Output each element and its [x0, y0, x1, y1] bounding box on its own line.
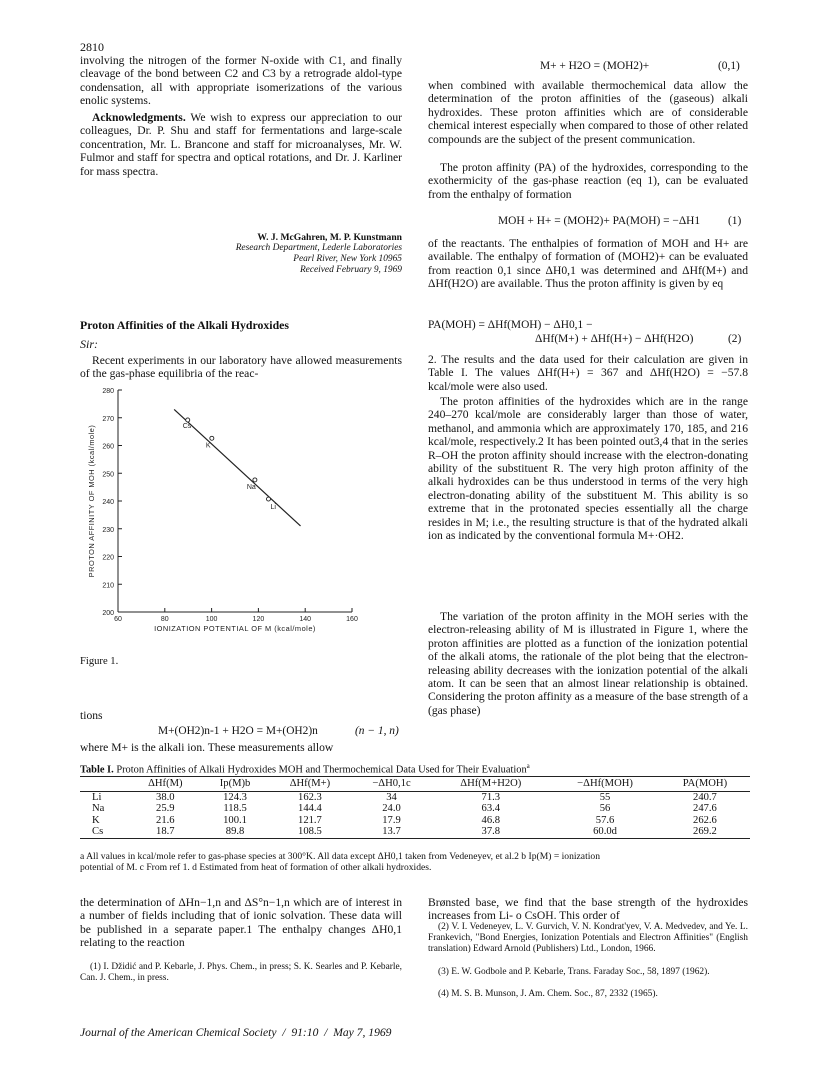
data-point: [186, 418, 190, 422]
y-tick-label: 270: [102, 415, 114, 423]
page-number: 2810: [80, 40, 104, 54]
x-axis-label: IONIZATION POTENTIAL OF M (kcal/mole): [154, 624, 316, 633]
equation-n-1-n: M+(OH2)n-1 + H2O = M+(OH2)n: [158, 725, 318, 737]
table-caption-label: Table I.: [80, 764, 114, 776]
equation-1: MOH + H+ = (MOH2)+ PA(MOH) = −ΔH1: [498, 215, 701, 227]
table-cell: 34: [386, 791, 397, 803]
table-cell: 55: [599, 791, 611, 803]
acknowledgments: [80, 111, 402, 178]
table-caption: [80, 762, 530, 775]
right-paragraph-6: The variation of the proton affinity in the MOH series with the electron-releasing ability of M is illustrated in Figure 1, where the proton affinities are plotted as a function of the ionization potential of the alkali atoms, the rationale of the plot being that the electron-releasing ability decreases with the ionization potential of the alkali atom. It can be seen that an almost linear relationship is obtained. Considering the proton affinity as a measure of the base strength of a (gas phase): [428, 610, 748, 717]
table-cell: 63.4: [481, 803, 501, 815]
footnote-2: (2) V. I. Vedeneyev, L. V. Gurvich, V. N. Kondrat'yev, V. A. Medvedev, and Ye. L. Frankevich, "Bond Energies, Ionization Potentials and Electron Affinities" (English translation) Edward Arnold (Publishers) Ltd., London, 1966.: [428, 922, 748, 954]
right-paragraph-1: when combined with available thermochemical data allow the determination of the proton affinities of the (gaseous) alkali hydroxides. These proton affinities which are of considerable chemical interest especially when compared to those of other related compounds are the subject of the present communication.: [428, 79, 748, 146]
article-title: Proton Affinities of the Alkali Hydroxides: [80, 318, 289, 332]
equation-2-line-2: ΔHf(M+) + ΔHf(H+) − ΔHf(H2O): [535, 333, 694, 345]
table-header-cell: Ip(M)b: [202, 777, 268, 792]
right-paragraph-4: 2. The results and the data used for their calculation are given in Table I. The values ΔHf(H+) = 367 and ΔHf(H2O) = −57.8 kcal/mole were also used.: [428, 353, 748, 393]
table-header-cell: −ΔH0,1c: [352, 777, 432, 792]
y-tick-label: 200: [102, 610, 114, 617]
table-cell: K: [92, 814, 100, 826]
table-cell: 262.6: [693, 814, 717, 826]
table-row: [80, 815, 750, 827]
table-cell: 144.4: [298, 803, 322, 815]
point-label: Cs: [182, 422, 192, 430]
received-date: Received February 9, 1969: [299, 265, 402, 275]
left-paragraph-1: involving the nitrogen of the former N-oxide with C1, and finally cleavage of the bond between C2 and C3 by a retrograde aldol-type condensation, all with appropriate isomerizations of the various enolic systems.: [80, 54, 402, 108]
table-cell: 247.6: [693, 803, 717, 815]
y-tick-label: 280: [102, 388, 114, 395]
table-1: [80, 776, 750, 839]
data-point: [253, 478, 257, 482]
table-header-cell: ΔHf(M+): [268, 777, 351, 792]
x-tick-label: 80: [160, 616, 169, 623]
y-tick-label: 230: [102, 526, 114, 534]
table-cell: 25.9: [156, 803, 175, 815]
y-tick-label: 210: [102, 582, 114, 590]
equation-0-1-number: (0,1): [718, 60, 740, 72]
table-cell: 46.8: [481, 814, 501, 826]
affiliation-2: Pearl River, New York 10965: [293, 254, 402, 264]
journal-footer: Journal of the American Chemical Society / 91:10 / May 7, 1969: [80, 1026, 392, 1039]
table-cell: 71.3: [481, 791, 501, 803]
table-cell: 57.6: [595, 814, 615, 826]
table-row: [80, 803, 750, 815]
table-cell: 240.7: [693, 791, 717, 803]
table-cell: 121.7: [298, 814, 322, 826]
fit-line: [174, 409, 300, 526]
table-cell: 37.8: [431, 826, 550, 838]
table-cell: 24.0: [382, 803, 401, 815]
x-tick-label: 120: [252, 616, 265, 623]
table-cell: 60.0d: [550, 826, 660, 838]
equation-2-number: (2): [728, 333, 742, 345]
table-cell: 100.1: [223, 814, 247, 826]
table-cell: 108.5: [268, 826, 351, 838]
equation-1-number: (1): [728, 215, 742, 227]
table-cell: Na: [92, 803, 105, 815]
data-point: [210, 436, 214, 440]
equation-0-1: M+ + H2O = (MOH2)+: [540, 60, 650, 72]
x-tick-label: 60: [114, 616, 122, 623]
left-paragraph-3: where M+ is the alkali ion. These measurements allow: [80, 741, 334, 754]
salutation: Sir:: [80, 337, 98, 351]
table-cell: 89.8: [202, 826, 268, 838]
table-header-row: [80, 777, 750, 792]
ack-heading: Acknowledgments.: [92, 111, 186, 124]
footnote-4: (4) M. S. B. Munson, J. Am. Chem. Soc., 87, 2332 (1965).: [438, 989, 658, 999]
equation-n-1-n-number: (n − 1, n): [355, 725, 399, 737]
table-cell: 18.7: [129, 826, 202, 838]
table-header-cell: −ΔHf(MOH): [550, 777, 660, 792]
table-cell: 118.5: [223, 803, 247, 815]
table-caption-text: Proton Affinities of Alkali Hydroxides MOH and Thermochemical Data Used for Their Evaluation: [116, 764, 527, 776]
y-tick-label: 220: [102, 554, 114, 562]
footnote-3: (3) E. W. Godbole and P. Kebarle, Trans. Faraday Soc., 58, 1897 (1962).: [438, 967, 710, 977]
table-cell: Cs: [80, 826, 129, 838]
table-row: [80, 791, 750, 803]
right-paragraph-2: The proton affinity (PA) of the hydroxides, corresponding to the exothermicity of the gas-phase reaction (eq 1), can be evaluated from the enthalpy of formation: [428, 161, 748, 201]
table-cell: Li: [92, 791, 102, 803]
data-point: [266, 497, 270, 501]
ack-body: We wish to express our appreciation to our colleagues, Dr. P. Shu and staff for fermentations and large-scale concentration, Mr. L. Brancone and staff for microanalyses, Mr. W. Fulmor and staff for spectra and optical rotations, and Dr. J. Karliner for mass spectra.: [80, 111, 402, 178]
equation-2-line-1: PA(MOH) = ΔHf(MOH) − ΔH0,1 −: [428, 319, 593, 331]
point-label: K: [205, 442, 211, 450]
footnote-1: (1) I. Džidić and P. Kebarle, J. Phys. Chem., in press; S. K. Searles and P. Kebarle, Can. J. Chem., in press.: [80, 962, 402, 983]
left-paragraph-2: Recent experiments in our laboratory have allowed measurements of the gas-phase equilibria of the reac-: [80, 354, 402, 381]
table-caption-sup: a: [526, 762, 530, 770]
table-cell: 17.9: [382, 814, 401, 826]
figure-1-chart: [82, 384, 392, 642]
table-cell: 21.6: [156, 814, 175, 826]
figure-label: Figure 1.: [80, 656, 119, 667]
x-tick-label: 140: [299, 616, 312, 623]
y-tick-label: 250: [102, 471, 114, 479]
y-axis-label: PROTON AFFINITY OF MOH (kcal/mole): [87, 424, 96, 578]
table-cell: 56: [599, 803, 611, 815]
point-label: Li: [270, 504, 276, 512]
y-tick-label: 260: [102, 443, 114, 451]
table-cell: 124.3: [223, 791, 247, 803]
authors: W. J. McGahren, M. P. Kunstmann: [257, 232, 402, 243]
table-cell: 162.3: [298, 791, 322, 803]
bottom-right-paragraph: Brønsted base, we find that the base strength of the hydroxides increases from Li- o CsOH. This order of: [428, 896, 748, 923]
word-tions: tions: [80, 709, 103, 722]
table-footnote-2: potential of M. c From ref 1. d Estimated from heat of formation of other alkali hydroxides.: [80, 862, 432, 873]
table-footnote-1: a All values in kcal/mole refer to gas-phase species at 300°K. All data except ΔH0,1 taken from Vedeneyev, et al.2 b Ip(M) = ionization: [80, 851, 600, 862]
x-tick-label: 100: [205, 616, 218, 623]
x-tick-label: 160: [346, 616, 358, 623]
right-paragraph-3: of the reactants. The enthalpies of formation of MOH and H+ are available. The enthalpy of formation of (MOH2)+ can be evaluated from reaction 0,1 since ΔH0,1 was determined and ΔHf(M+) and ΔHf(H2O) are available. Thus the proton affinity is given by eq: [428, 237, 748, 291]
y-tick-label: 240: [102, 499, 114, 506]
table-header-cell: PA(MOH): [660, 777, 750, 792]
table-cell: 13.7: [352, 826, 432, 838]
bottom-left-paragraph: the determination of ΔHn−1,n and ΔS°n−1,n which are of interest in a number of fields including that of ionic solvation. These data will be published in a separate paper.1 The enthalpy changes ΔH0,1 relating to the reaction: [80, 896, 402, 950]
table-row: [80, 826, 750, 838]
table-header-cell: ΔHf(M): [129, 777, 202, 792]
table-header-cell: [80, 777, 129, 792]
table-header-cell: ΔHf(M+H2O): [431, 777, 550, 792]
table-cell: 38.0: [156, 791, 175, 803]
table-cell: 269.2: [660, 826, 750, 838]
affiliation-1: Research Department, Lederle Laboratories: [235, 243, 402, 253]
point-label: Na: [246, 483, 256, 491]
right-paragraph-5: The proton affinities of the hydroxides which are in the range 240–270 kcal/mole are considerably larger than those of water, methanol, and ammonia which are approximately 170, 185, and 216 kcal/mole, respectively.2 It has been pointed out3,4 that in the series R–OH the proton affinity should increase with the electron-donating ability of the substituent R. The very high proton affinity of the alkali hydroxides can be thus understood in terms of the very high electron-donating ability of the substituent M. This ability is so extreme that in the protonated species essentially all the charge resides in M; i.e., the resulting structure is that of the hydrated alkali ion as indicated by the conventional formula M+·OH2.: [428, 395, 748, 543]
